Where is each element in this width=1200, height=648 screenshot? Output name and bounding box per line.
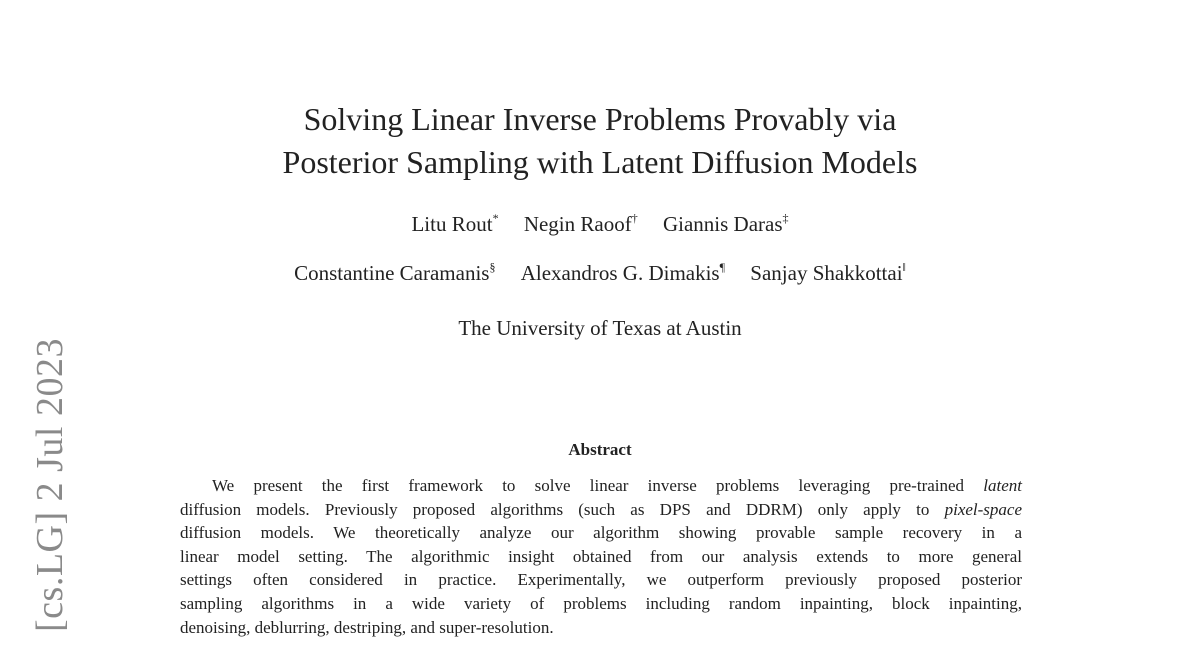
abstract-emphasis: pixel-space (944, 499, 1022, 519)
abstract-line: diffusion models. We theoretically analyze our algorithm showing provable sample recovery in a (180, 523, 1022, 543)
author-name: Sanjay Shakkottai (750, 261, 903, 285)
abstract-line: linear model setting. The algorithmic insight obtained from our analysis extends to more general (180, 546, 1022, 566)
author-name: Alexandros G. Dimakis (520, 261, 720, 285)
author-mark: ¶ (719, 260, 726, 274)
paper-title-line-2: Posterior Sampling with Latent Diffusion Models (282, 144, 918, 180)
abstract-emphasis: latent (983, 476, 1022, 495)
arxiv-stamp (20, 330, 80, 640)
abstract-line (180, 498, 1022, 522)
author (521, 261, 725, 286)
abstract-body (180, 474, 1022, 639)
author (750, 261, 906, 286)
author-name: Litu Rout (411, 212, 493, 236)
author (294, 261, 495, 286)
authors-row-2 (0, 261, 1200, 286)
author (524, 212, 638, 237)
abstract-line (180, 474, 1022, 498)
paper-title (0, 98, 1200, 184)
author-mark: ‖ (902, 260, 906, 274)
paper-title-line-1: Solving Linear Inverse Problems Provably via (303, 101, 897, 137)
author-name: Giannis Daras (662, 212, 783, 236)
author-mark: § (489, 260, 496, 274)
author (663, 212, 789, 237)
abstract-text: We present the first framework to solve linear inverse problems leveraging pre-trained (212, 476, 984, 495)
abstract-line: settings often considered in practice. Experimentally, we outperform previously proposed posterior (180, 570, 1022, 590)
author-name: Constantine Caramanis (294, 261, 490, 285)
author-mark: ‡ (782, 211, 789, 225)
authors-row-1 (0, 212, 1200, 237)
author-mark: † (631, 211, 638, 225)
author-mark: * (492, 211, 499, 225)
abstract-heading: Abstract (568, 440, 632, 459)
abstract-line: sampling algorithms in a wide variety of problems including random inpainting, block inpainting, (180, 593, 1022, 613)
author-name: Negin Raoof (523, 212, 632, 236)
affiliation: The University of Texas at Austin (458, 316, 742, 340)
abstract-text: diffusion models. Previously proposed algorithms (such as DPS and DDRM) only apply to (180, 499, 945, 519)
author (411, 212, 498, 237)
arxiv-stamp-text: [cs.LG] 2 Jul 2023 (29, 338, 71, 632)
abstract-line: denoising, deblurring, destriping, and super-resolution. (180, 617, 554, 637)
